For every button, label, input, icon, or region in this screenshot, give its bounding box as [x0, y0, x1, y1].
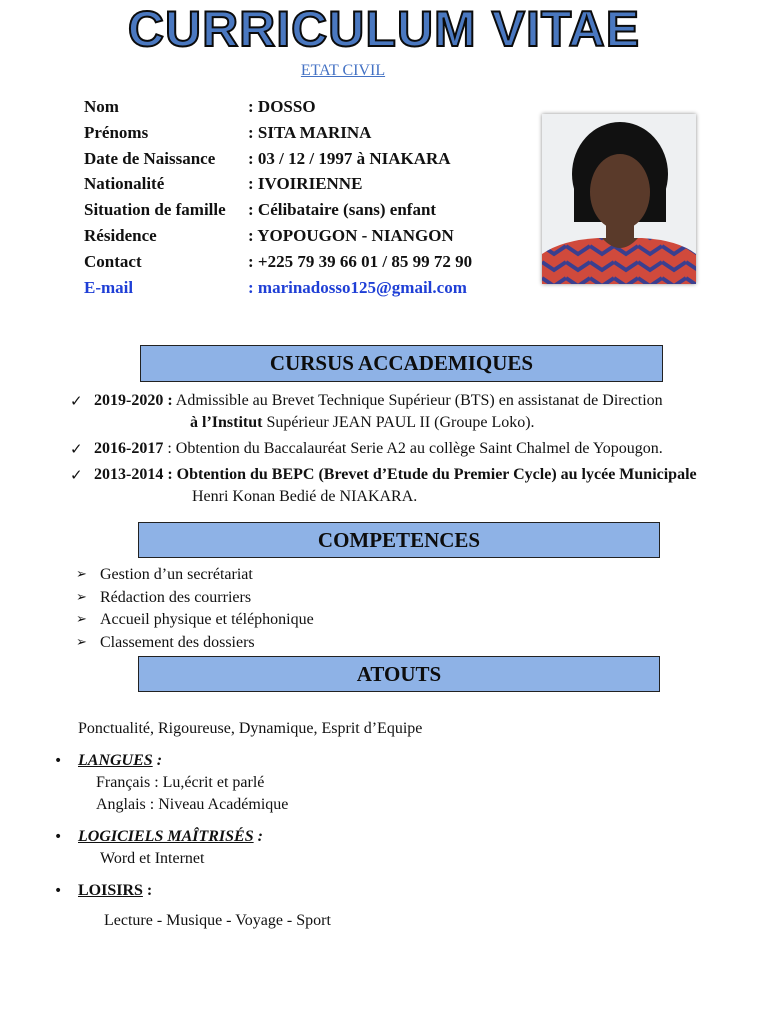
check-icon: ✓	[70, 440, 83, 458]
competences-list	[76, 564, 314, 654]
loisirs-block	[50, 880, 331, 932]
list-item	[70, 438, 750, 460]
logiciel-item: Word et Internet	[100, 850, 205, 867]
list-item	[76, 609, 314, 632]
info-value: : IVOIRIENNE	[248, 174, 363, 194]
section-competences: COMPETENCES	[138, 522, 660, 558]
cursus-year: 2019-2020 :	[94, 392, 173, 409]
info-value: : Célibataire (sans) enfant	[248, 200, 437, 220]
info-label: Prénoms	[84, 122, 149, 142]
bullet-icon: •	[54, 829, 63, 845]
bullet-icon: •	[54, 753, 63, 769]
logiciels-block	[50, 826, 331, 870]
arrow-right-icon: ➢	[76, 634, 87, 650]
cursus-year: 2013-2014 :	[94, 466, 173, 483]
langues-block	[50, 750, 331, 816]
list-item	[76, 587, 314, 610]
loisir-item: Lecture - Musique - Voyage - Sport	[104, 912, 331, 929]
langue-item: Français : Lu,écrit et parlé	[96, 774, 265, 791]
section-atouts: ATOUTS	[138, 656, 660, 692]
cursus-year: 2016-2017	[94, 440, 164, 457]
cursus-continuation	[94, 412, 750, 434]
competence-text: Rédaction des courriers	[100, 588, 252, 606]
competence-text: Classement des dossiers	[100, 633, 255, 651]
cursus-text: Supérieur JEAN PAUL II (Groupe Loko).	[262, 414, 535, 431]
competence-text: Gestion d’un secrétariat	[100, 566, 253, 583]
heading-colon: :	[253, 828, 263, 845]
competence-text: Accueil physique et téléphonique	[100, 611, 314, 628]
heading-colon: :	[152, 752, 163, 769]
bullet-icon: •	[54, 883, 63, 899]
langues-heading	[78, 750, 331, 772]
cursus-continuation: Henri Konan Bedié de NIAKARA.	[192, 488, 418, 505]
cursus-text: Admissible au Brevet Technique Supérieur (BTS) en assistanat de Direction	[172, 392, 663, 409]
info-label: Résidence	[84, 225, 157, 245]
list-item	[76, 564, 314, 587]
info-label: Date de Naissance	[84, 148, 216, 168]
email-link[interactable]: : marinadosso125@gmail.com	[248, 277, 467, 297]
info-value: : YOPOUGON - NIANGON	[248, 225, 454, 245]
info-label: Nom	[84, 97, 119, 116]
info-label: E-mail	[84, 277, 134, 297]
atouts-text: Ponctualité, Rigoureuse, Dynamique, Esprit d’Equipe	[78, 720, 423, 737]
portrait-illustration	[542, 114, 696, 284]
list-item	[76, 632, 314, 655]
cursus-text: : Obtention du Baccalauréat Serie A2 au collège Saint Chalmel de Yopougon.	[163, 440, 663, 457]
arrow-right-icon: ➢	[76, 612, 87, 627]
profile-photo	[542, 114, 696, 284]
info-label: Nationalité	[84, 174, 165, 194]
list-item	[70, 464, 750, 508]
cv-title: CURRICULUM VITAE	[127, 1, 641, 57]
check-icon: ✓	[70, 466, 83, 484]
info-value: : 03 / 12 / 1997 à NIAKARA	[248, 148, 451, 168]
logiciels-heading	[78, 826, 331, 848]
cursus-list	[70, 390, 750, 512]
arrow-right-icon: ➢	[76, 567, 87, 582]
langue-item: Anglais : Niveau Académique	[96, 796, 289, 813]
logiciels-label: LOGICIELS MAÎTRISÉS	[78, 828, 254, 845]
cursus-text-bold: à l’Institut	[190, 414, 263, 431]
etat-civil-heading: ETAT CIVIL	[300, 62, 386, 79]
info-value: : DOSSO	[248, 97, 316, 116]
arrow-right-icon: ➢	[76, 589, 87, 605]
info-label: Situation de famille	[84, 200, 226, 220]
loisirs-heading	[78, 880, 331, 902]
extra-sections	[50, 750, 331, 942]
info-value: : +225 79 39 66 01 / 85 99 72 90	[248, 251, 473, 271]
info-value: : SITA MARINA	[248, 122, 372, 142]
heading-colon: :	[142, 882, 153, 899]
info-label: Contact	[84, 251, 142, 271]
cursus-text: Obtention du BEPC (Brevet d’Etude du Premier Cycle) au lycée Municipale	[172, 466, 697, 483]
check-icon: ✓	[70, 392, 83, 410]
section-cursus: CURSUS ACCADEMIQUES	[140, 345, 663, 382]
list-item	[70, 390, 750, 434]
langues-label: LANGUES	[78, 752, 153, 769]
loisirs-label: LOISIRS	[78, 882, 143, 899]
